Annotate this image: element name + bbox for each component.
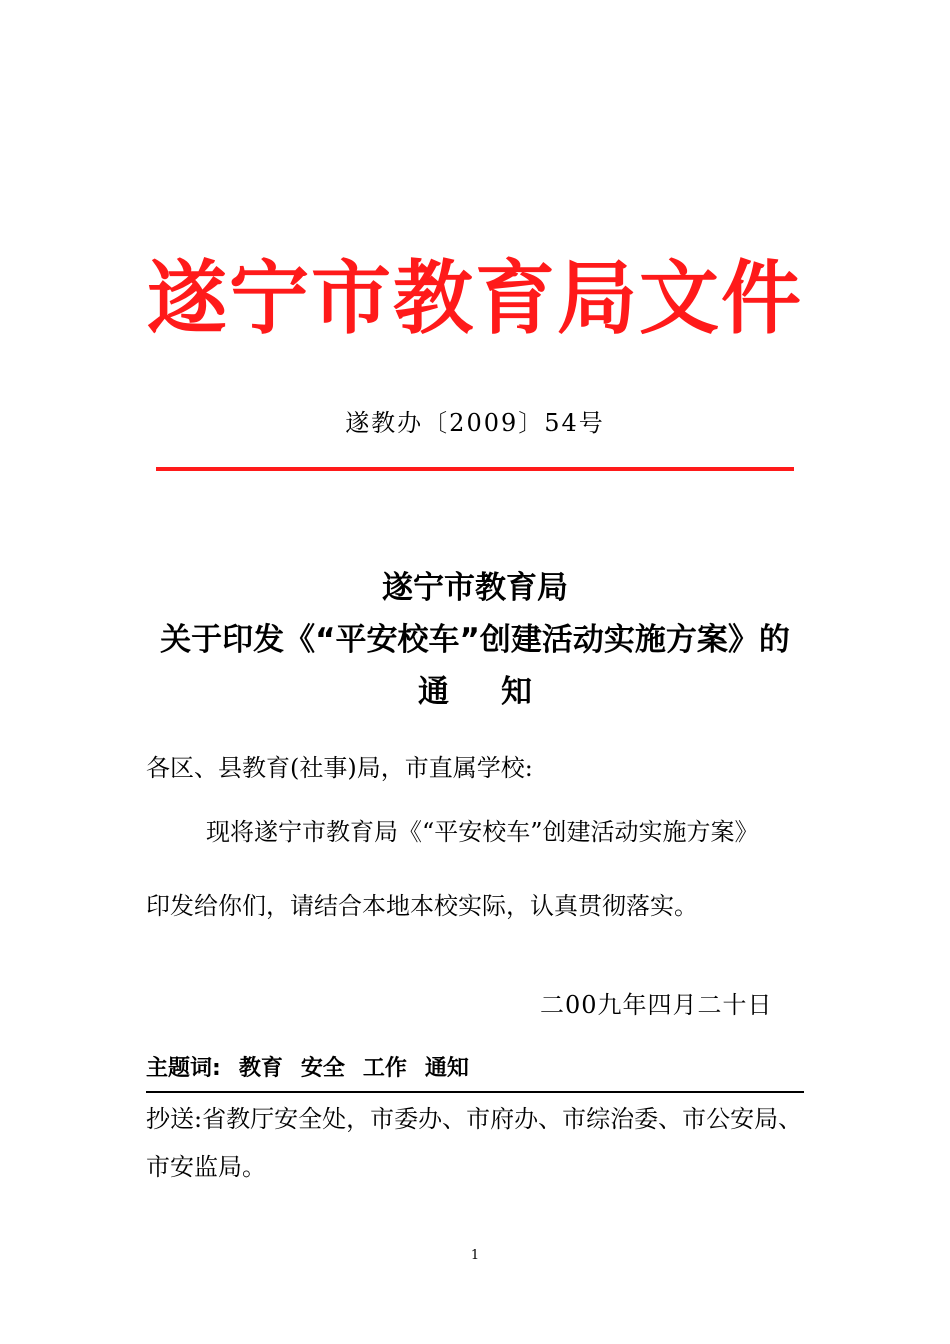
subject-term: 通知: [424, 1056, 469, 1081]
title-line-3: 通知: [418, 674, 584, 710]
subject-label: 主题词:: [146, 1056, 221, 1081]
cc-line-1: 抄送:省教厅安全处，市委办、市府办、市综治委、市公安局、: [146, 1105, 803, 1133]
salutation: 各区、县教育(社事)局，市直属学校:: [146, 754, 533, 782]
red-divider: [156, 467, 794, 471]
body-paragraph-line-1: 现将遂宁市教育局《“平安校车”创建活动实施方案》: [206, 818, 759, 846]
issue-date: 二00九年四月二十日: [540, 991, 773, 1019]
notice-title: [0, 562, 950, 718]
body-paragraph-line-2: 印发给你们，请结合本地本校实际，认真贯彻落实。: [146, 892, 698, 920]
subject-term: 安全: [300, 1056, 345, 1081]
title-line-2: 关于印发《“平安校车”创建活动实施方案》的: [160, 622, 790, 658]
document-number: 遂教办〔2009〕54号: [345, 409, 605, 437]
subject-terms: [146, 1052, 487, 1086]
footer-divider: [146, 1091, 804, 1093]
page-number: 1: [470, 1248, 480, 1263]
subject-term: 工作: [362, 1056, 407, 1081]
subject-term: 教育: [238, 1056, 283, 1081]
agency-title: 遂宁市教育局文件: [147, 251, 803, 345]
title-line-1: 遂宁市教育局: [382, 570, 568, 606]
cc-line-2: 市安监局。: [146, 1153, 266, 1181]
